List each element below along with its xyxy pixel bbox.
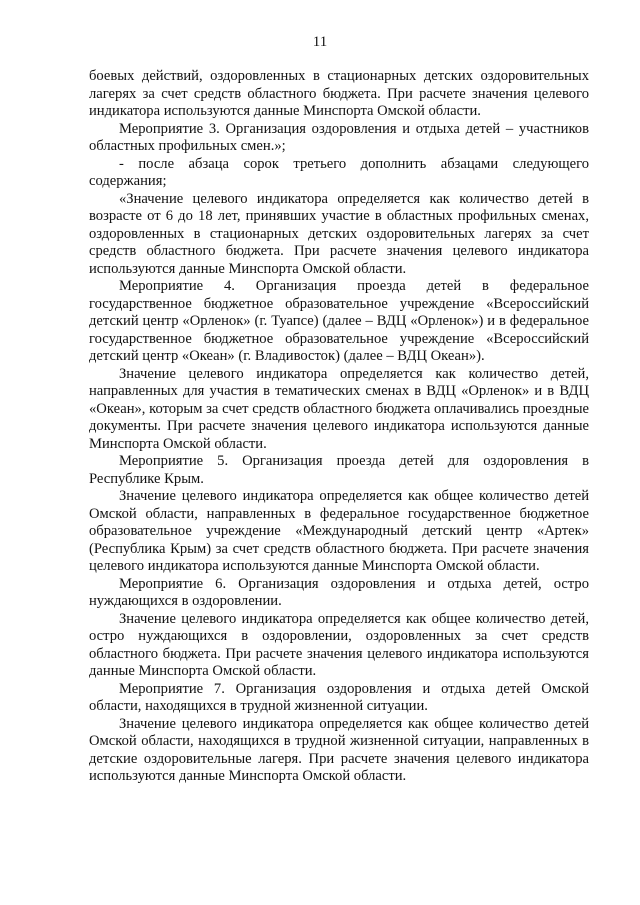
paragraph-indicator-event-7: Значение целевого индикатора определяется как общее количество детей Омской области, находящихся в трудной жизненной ситуации, направленных в детские оздоровительные лагеря. При расчете значения целевого индикатора используются данные Минспорта Омской области. — [89, 715, 589, 784]
paragraph-continuation: боевых действий, оздоровленных в стационарных детских оздоровительных лагерях за счет средств областного бюджета. При расчете значения целевого индикатора используются данные Минспорта Омской области. — [89, 68, 589, 119]
paragraph-event-6-title: Мероприятие 6. Организация оздоровления и отдыха детей, остро нуждающихся в оздоровлении. — [89, 575, 589, 609]
paragraph-amendment-instruction: - после абзаца сорок третьего дополнить абзацами следующего содержания; — [89, 155, 589, 189]
paragraph-indicator-event-5: Значение целевого индикатора определяется как общее количество детей Омской области, направленных в федеральное государственное бюджетное образовательное учреждение «Международный детский центр «Артек» (Республика Крым) за счет средств областного бюджета. При расчете значения целевого индикатора используются данные Минспорта Омской области. — [89, 488, 589, 574]
paragraph-indicator-event-4: Значение целевого индикатора определяется как количество детей, направленных для участия в тематических сменах в ВДЦ «Орленок» и в ВДЦ «Океан», которым за счет средств областного бюджета оплачивались проездные документы. При расчете значения целевого индикатора используются данные Минспорта Омской области. — [89, 365, 589, 452]
paragraph-event-4-title: Мероприятие 4. Организация проезда детей в федеральное государственное бюджетное образовательное учреждение «Всероссийский детский центр «Орленок» (г. Туапсе) (далее – ВДЦ «Орленок») и в федеральное государственное бюджетное образовательное учреждение «Всероссийский детский центр «Океан» (г. Владивосток) (далее – ВДЦ Океан»). — [89, 278, 589, 364]
paragraph-event-5-title: Мероприятие 5. Организация проезда детей для оздоровления в Республике Крым. — [89, 453, 589, 487]
paragraph-indicator-event-6: Значение целевого индикатора определяется как общее количество детей, остро нуждающихся в оздоровлении, оздоровленных за счет средств областного бюджета. При расчете значения целевого индикатора используются данные Минспорта Омской области. — [89, 610, 589, 679]
paragraph-indicator-event-3: «Значение целевого индикатора определяется как количество детей в возрасте от 6 до 18 лет, принявших участие в областных профильных сменах, оздоровленных в стационарных детских оздоровительных лагерях за счет средств областного бюджета. При расчете значения целевого индикатора используются данные Минспорта Омской области. — [89, 190, 589, 277]
page-number: 11 — [312, 34, 328, 50]
paragraph-event-7-title: Мероприятие 7. Организация оздоровления и отдыха детей Омской области, находящихся в трудной жизненной ситуации. — [89, 680, 589, 714]
document-body — [89, 68, 589, 786]
paragraph-event-3-title: Мероприятие 3. Организация оздоровления и отдыха детей – участников областных профильных смен.»; — [89, 120, 589, 154]
